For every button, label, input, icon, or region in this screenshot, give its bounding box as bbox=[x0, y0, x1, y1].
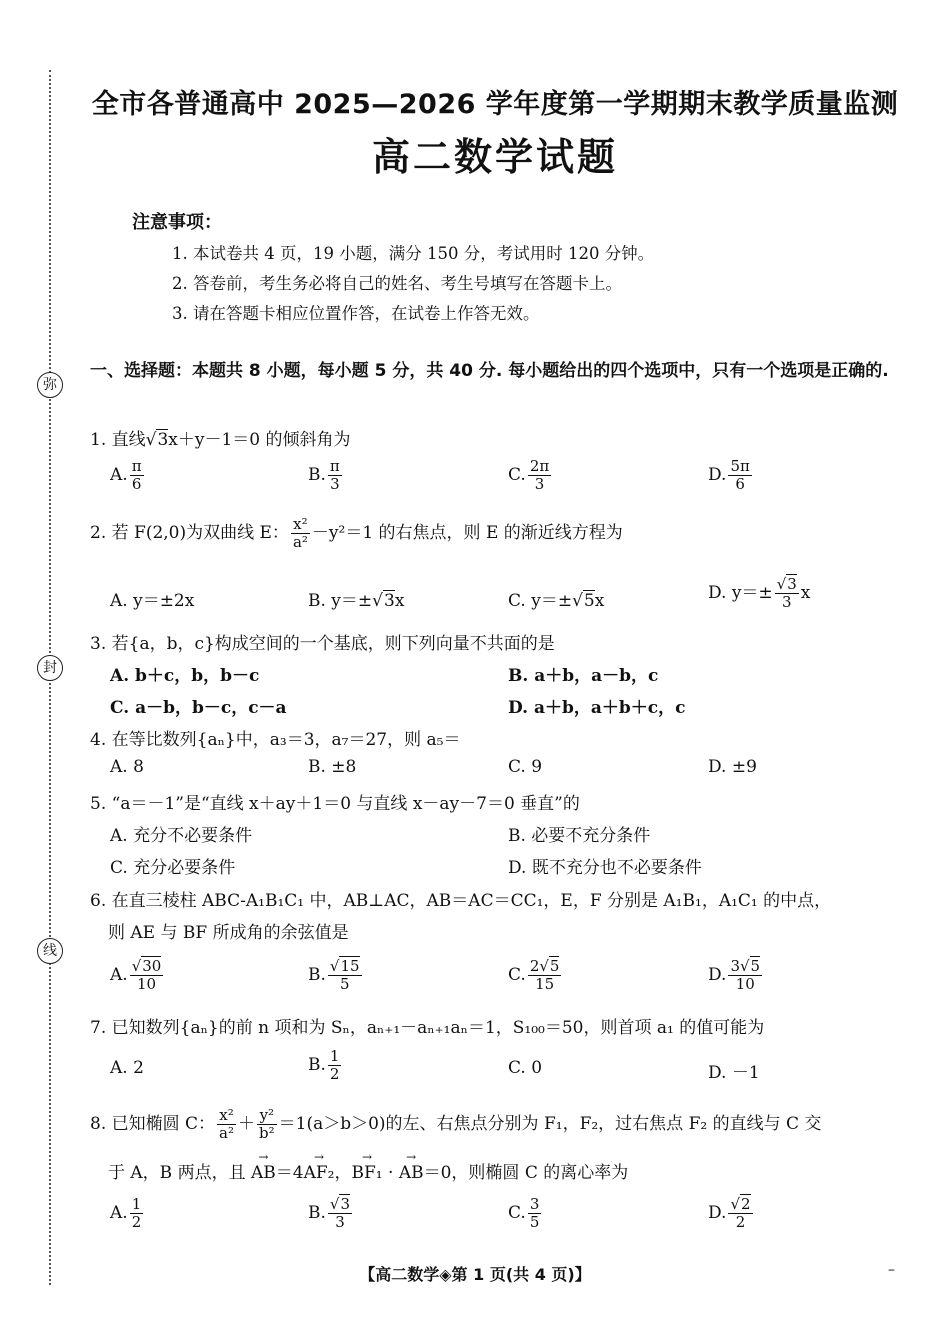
q7-option-c[interactable]: C. 0 bbox=[508, 1058, 543, 1078]
section-1-heading: 一、选择题：本题共 8 小题，每小题 5 分，共 40 分. 每小题给出的四个选项中，只有一个选项是正确的. bbox=[90, 361, 889, 381]
notice-item-1: 1. 本试卷共 4 页，19 小题，满分 150 分，考试用时 120 分钟。 bbox=[172, 244, 655, 263]
vector-af2: → AF₂ bbox=[304, 1163, 335, 1183]
page-footer: 【高二数学◈第 1 页(共 4 页)】 bbox=[359, 1265, 591, 1284]
question-4: 4. 在等比数列{aₙ}中，a₃＝3，a₇＝27，则 a₅＝ bbox=[90, 730, 461, 750]
q8-option-c[interactable]: C. $\frac{3}{5}$ bbox=[508, 1195, 540, 1231]
q1-option-c[interactable]: C. $\frac{2\pi}{3}$ bbox=[508, 457, 550, 493]
notice-item-2: 2. 答卷前，考生务必将自己的姓名、考生号填写在答题卡上。 bbox=[172, 274, 622, 293]
question-6-line-2: 则 AE 与 BF 所成角的余弦值是 bbox=[108, 923, 349, 943]
question-8: 8. 已知椭圆 C： $\frac{\text{x²}}{\text{a²}}$ ＋ $\frac{\text{y²}}{\text{b²}}$ ＝1(a＞b＞0)的左、右焦点分别为 F₁，F₂，过右焦点 F₂ 的直线与 C 交 bbox=[90, 1106, 822, 1142]
vector-ab-2: → AB bbox=[399, 1163, 424, 1183]
notice-heading: 注意事项： bbox=[132, 212, 222, 233]
q5-option-a[interactable]: A. 充分不必要条件 bbox=[110, 826, 253, 846]
q3-option-b[interactable]: B. a＋b，a－b，c bbox=[508, 666, 659, 686]
question-3: 3. 若{a，b，c}构成空间的一个基底，则下列向量不共面的是 bbox=[90, 634, 555, 654]
q7-option-a[interactable]: A. 2 bbox=[110, 1058, 144, 1078]
q8-option-d[interactable]: D. $\frac{√2}{2}$ bbox=[708, 1195, 751, 1231]
question-6: 6. 在直三棱柱 ABC-A₁B₁C₁ 中，AB⊥AC，AB＝AC＝CC₁，E，F 分别是 A₁B₁，A₁C₁ 的中点， bbox=[90, 891, 832, 911]
q4-option-d[interactable]: D. ±9 bbox=[708, 757, 757, 777]
q2-option-a[interactable]: A. y＝±2x bbox=[110, 591, 195, 611]
q4-option-a[interactable]: A. 8 bbox=[110, 757, 144, 777]
vector-ab: → AB bbox=[251, 1163, 276, 1183]
notice-item-3: 3. 请在答题卡相应位置作答，在试卷上作答无效。 bbox=[172, 304, 540, 323]
q6-option-d[interactable]: D. $\frac{3√5}{10}$ bbox=[708, 957, 761, 993]
question-1: 1. 直线√3x＋y－1＝0 的倾斜角为 bbox=[90, 430, 351, 450]
q6-option-a[interactable]: A. $\frac{√30}{10}$ bbox=[110, 957, 162, 993]
question-5: 5. “a＝－1”是“直线 x＋ay＋1＝0 与直线 x－ay－7＝0 垂直”的 bbox=[90, 794, 580, 814]
question-2: 2. 若 F(2,0)为双曲线 E： $\frac{\text{x²}}{\text{a²}}$ －y²＝1 的右焦点，则 E 的渐近线方程为 bbox=[90, 515, 623, 551]
q2-option-d[interactable]: D. y＝± $\frac{√3}{3}$ x bbox=[708, 575, 811, 611]
question-7: 7. 已知数列{aₙ}的前 n 项和为 Sₙ，aₙ₊₁－aₙ₊₁aₙ＝1，S₁₀₀＝50，则首项 a₁ 的值可能为 bbox=[90, 1018, 765, 1038]
question-8-line-2: 于 A，B 两点，且 → AB＝4→ AF₂，→ BF₁ · → AB＝0，则椭圆 C 的离心率为 bbox=[108, 1158, 628, 1183]
q8-option-a[interactable]: A. $\frac{1}{2}$ bbox=[110, 1195, 142, 1231]
q2-option-b[interactable]: B. y＝±√3x bbox=[308, 591, 405, 611]
q1-option-b[interactable]: B. $\frac{\pi}{3}$ bbox=[308, 457, 340, 493]
q7-option-b[interactable]: B. $\frac{1}{2}$ bbox=[308, 1047, 340, 1083]
q1-option-d[interactable]: D. $\frac{5\pi}{6}$ bbox=[708, 457, 750, 493]
q2-option-c[interactable]: C. y＝±√5x bbox=[508, 591, 605, 611]
seal-feng: 封 bbox=[37, 655, 63, 681]
q5-option-d[interactable]: D. 既不充分也不必要条件 bbox=[508, 858, 702, 878]
seal-xian: 线 bbox=[37, 938, 63, 964]
exam-subtitle: 高二数学试题 bbox=[371, 135, 618, 179]
q5-option-c[interactable]: C. 充分必要条件 bbox=[110, 858, 236, 878]
q4-option-c[interactable]: C. 9 bbox=[508, 757, 543, 777]
q4-option-b[interactable]: B. ±8 bbox=[308, 757, 357, 777]
q3-option-a[interactable]: A. b＋c，b，b－c bbox=[110, 666, 260, 686]
q6-option-b[interactable]: B. $\frac{√15}{5}$ bbox=[308, 957, 360, 993]
q3-option-d[interactable]: D. a＋b，a＋b＋c，c bbox=[508, 698, 686, 718]
q1-option-a[interactable]: A. $\frac{\pi}{6}$ bbox=[110, 457, 142, 493]
exam-title: 全市各普通高中 2025—2026 学年度第一学期期末教学质量监测 bbox=[91, 89, 899, 120]
q6-option-c[interactable]: C. $\frac{2√5}{15}$ bbox=[508, 957, 560, 993]
q5-option-b[interactable]: B. 必要不充分条件 bbox=[508, 826, 651, 846]
q8-option-b[interactable]: B. $\frac{√3}{3}$ bbox=[308, 1195, 351, 1231]
q3-option-c[interactable]: C. a－b，b－c，c－a bbox=[110, 698, 287, 718]
seal-mi: 弥 bbox=[37, 372, 63, 398]
vector-bf1: → BF₁ bbox=[351, 1163, 382, 1183]
footer-mark: – bbox=[888, 1262, 895, 1278]
q7-option-d[interactable]: D. －1 bbox=[708, 1063, 760, 1083]
